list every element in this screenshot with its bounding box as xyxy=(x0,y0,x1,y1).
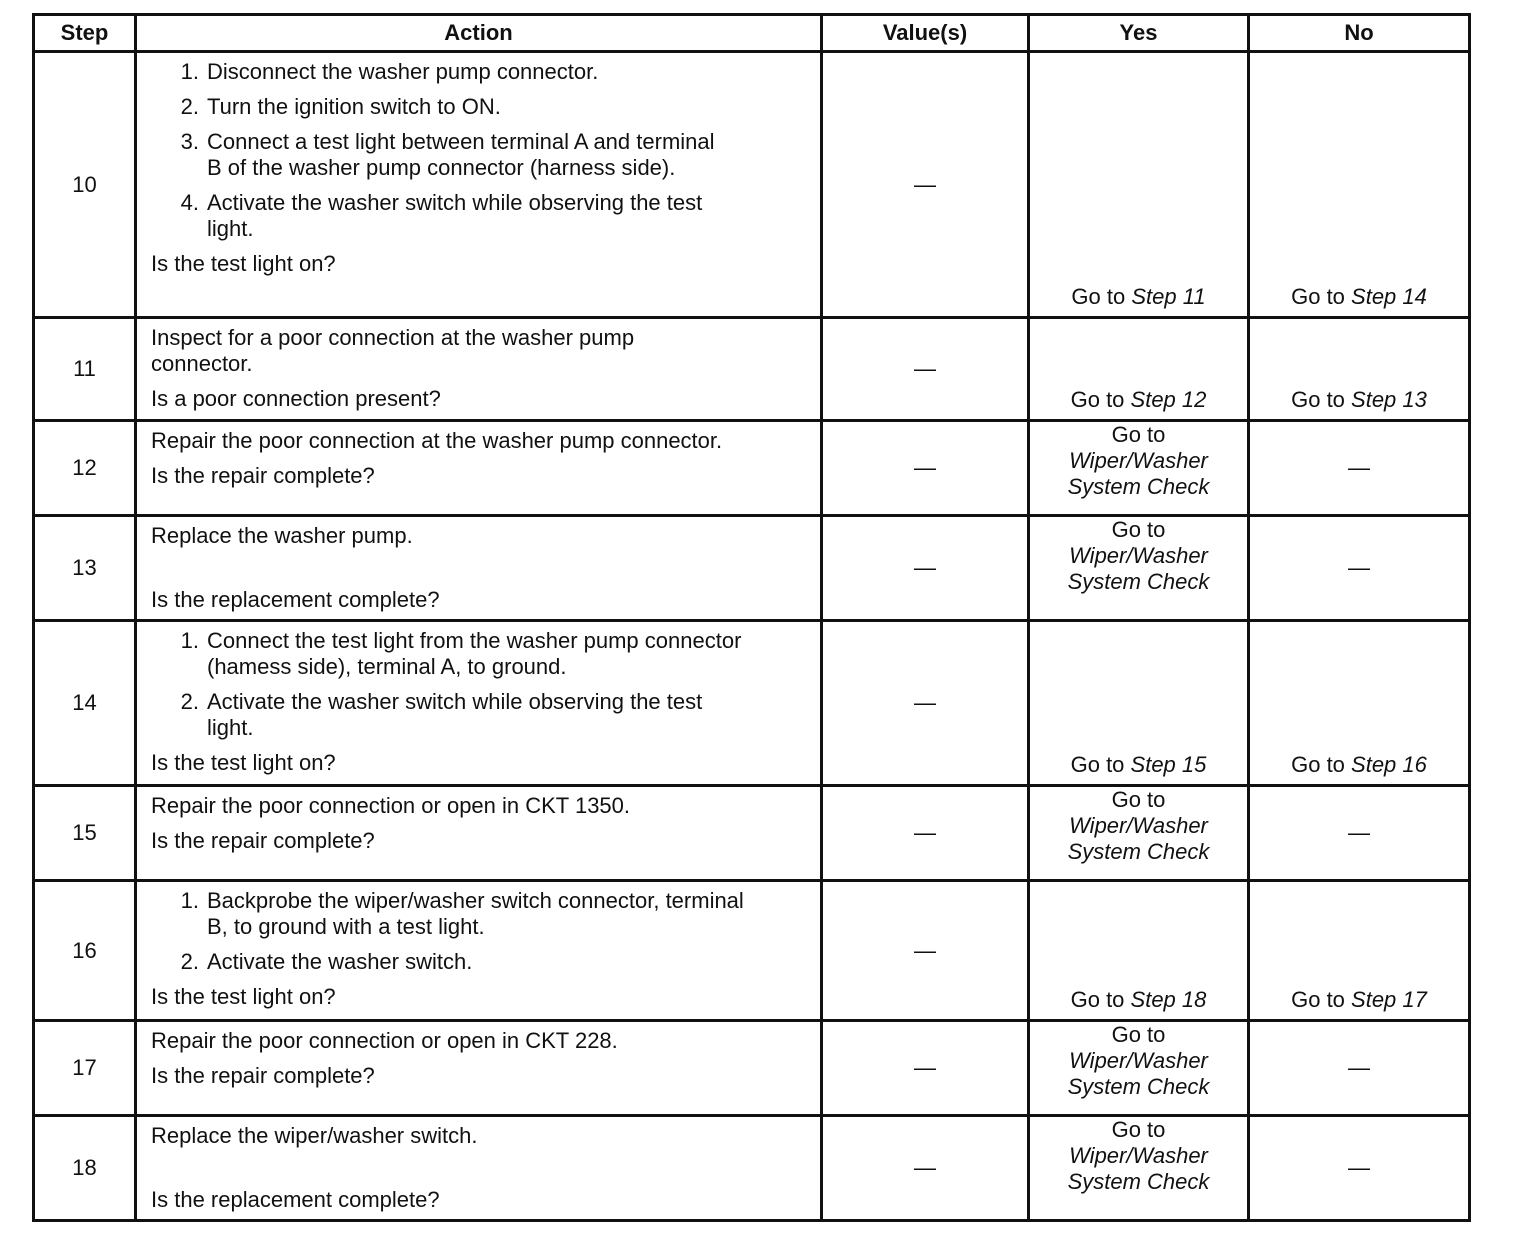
table-row xyxy=(34,1116,1470,1221)
yes-goto-label: Go to xyxy=(1111,1022,1166,1047)
diagnostic-table xyxy=(32,13,1471,1222)
action-cell xyxy=(136,421,822,516)
table-row xyxy=(34,621,1470,786)
no-cell xyxy=(1249,52,1470,318)
yes-cell xyxy=(1029,318,1249,421)
no-goto[interactable]: Go to Step 14 xyxy=(1291,284,1427,309)
step-number: 12 xyxy=(34,421,136,516)
table-row xyxy=(34,786,1470,881)
step-number: 11 xyxy=(34,318,136,421)
header-values: Value(s) xyxy=(822,15,1029,52)
table-row xyxy=(34,881,1470,1021)
table-row xyxy=(34,516,1470,621)
action-question: Is a poor connection present? xyxy=(151,386,441,411)
yes-cell[interactable] xyxy=(1029,1021,1249,1116)
step-number: 13 xyxy=(34,516,136,621)
yes-goto-link[interactable]: Wiper/Washer xyxy=(1069,813,1208,838)
no-cell: — xyxy=(1249,516,1470,621)
yes-goto-label: Go to xyxy=(1111,517,1166,542)
action-cell xyxy=(136,881,822,1021)
action-text: Inspect for a poor connection at the washer pump connector. xyxy=(151,325,635,376)
table-row xyxy=(34,318,1470,421)
yes-cell xyxy=(1029,52,1249,318)
yes-cell[interactable] xyxy=(1029,516,1249,621)
yes-goto-link[interactable]: System Check xyxy=(1067,1169,1210,1194)
yes-goto[interactable]: Go to Step 18 xyxy=(1070,987,1207,1012)
action-question: Is the test light on? xyxy=(151,750,336,775)
list-item: 4. Activate the washer switch while observing the test light. xyxy=(180,190,703,241)
yes-goto-link[interactable]: Wiper/Washer xyxy=(1069,543,1208,568)
header-action: Action xyxy=(136,15,822,52)
no-cell: — xyxy=(1249,1116,1470,1221)
action-question: Is the repair complete? xyxy=(151,828,375,853)
step-number: 16 xyxy=(34,881,136,1021)
action-text: Repair the poor connection at the washer pump connector. xyxy=(151,428,723,453)
table-row xyxy=(34,52,1470,318)
no-cell: — xyxy=(1249,786,1470,881)
list-item: 1. Connect the test light from the washer pump connector (hamess side), terminal A, to ground. xyxy=(180,628,742,679)
step-number: 14 xyxy=(34,621,136,786)
value-cell: — xyxy=(822,1021,1029,1116)
yes-goto-label: Go to xyxy=(1111,787,1166,812)
yes-goto-label: Go to xyxy=(1111,422,1166,447)
list-item: 2. Activate the washer switch while observing the test light. xyxy=(180,689,703,740)
action-text: Replace the wiper/washer switch. xyxy=(151,1123,478,1148)
header-no: No xyxy=(1249,15,1470,52)
action-steps-list xyxy=(151,59,810,242)
yes-cell xyxy=(1029,621,1249,786)
action-question: Is the repair complete? xyxy=(151,1063,375,1088)
yes-goto[interactable]: Go to Step 15 xyxy=(1070,752,1207,777)
value-cell: — xyxy=(822,1116,1029,1221)
yes-cell[interactable] xyxy=(1029,786,1249,881)
no-cell: — xyxy=(1249,1021,1470,1116)
action-cell xyxy=(136,318,822,421)
yes-cell xyxy=(1029,881,1249,1021)
header-step: Step xyxy=(34,15,136,52)
step-number: 18 xyxy=(34,1116,136,1221)
action-question: Is the repair complete? xyxy=(151,463,375,488)
step-number: 10 xyxy=(34,52,136,318)
value-cell: — xyxy=(822,318,1029,421)
value-cell: — xyxy=(822,621,1029,786)
yes-goto[interactable]: Go to Step 12 xyxy=(1070,387,1207,412)
yes-goto[interactable]: Go to Step 11 xyxy=(1071,284,1206,309)
action-cell xyxy=(136,516,822,621)
no-cell xyxy=(1249,318,1470,421)
action-text: Repair the poor connection or open in CKT 228. xyxy=(151,1028,618,1053)
value-cell: — xyxy=(822,52,1029,318)
no-goto[interactable]: Go to Step 13 xyxy=(1291,387,1427,412)
value-cell: — xyxy=(822,516,1029,621)
no-goto[interactable]: Go to Step 17 xyxy=(1291,987,1427,1012)
no-cell xyxy=(1249,621,1470,786)
list-item: 2. Activate the washer switch. xyxy=(180,949,473,974)
yes-cell[interactable] xyxy=(1029,421,1249,516)
action-text: Replace the washer pump. xyxy=(151,523,413,548)
action-cell xyxy=(136,786,822,881)
action-question: Is the test light on? xyxy=(151,984,336,1009)
header-row xyxy=(34,15,1470,52)
value-cell: — xyxy=(822,786,1029,881)
yes-goto-link[interactable]: System Check xyxy=(1067,839,1210,864)
yes-goto-link[interactable]: Wiper/Washer xyxy=(1069,448,1208,473)
list-item: 1. Backprobe the wiper/washer switch connector, terminal B, to ground with a test light. xyxy=(180,888,744,939)
action-steps-list xyxy=(151,888,810,975)
header-yes: Yes xyxy=(1029,15,1249,52)
action-question: Is the replacement complete? xyxy=(151,1187,440,1212)
value-cell: — xyxy=(822,421,1029,516)
action-question: Is the replacement complete? xyxy=(151,587,440,612)
action-steps-list xyxy=(151,628,810,741)
table-row xyxy=(34,421,1470,516)
list-item: 1. Disconnect the washer pump connector. xyxy=(180,59,599,84)
list-item: 2. Turn the ignition switch to ON. xyxy=(180,94,501,119)
action-cell xyxy=(136,621,822,786)
no-cell xyxy=(1249,881,1470,1021)
value-cell: — xyxy=(822,881,1029,1021)
yes-goto-link[interactable]: System Check xyxy=(1067,569,1210,594)
yes-goto-label: Go to xyxy=(1111,1117,1166,1142)
no-cell: — xyxy=(1249,421,1470,516)
step-number: 15 xyxy=(34,786,136,881)
action-text: Repair the poor connection or open in CKT 1350. xyxy=(151,793,631,818)
list-item: 3. Connect a test light between terminal A and terminal B of the washer pump connector (harness side). xyxy=(180,129,715,180)
step-number: 17 xyxy=(34,1021,136,1116)
yes-goto-link[interactable]: Wiper/Washer xyxy=(1069,1143,1208,1168)
table-row xyxy=(34,1021,1470,1116)
action-cell xyxy=(136,1116,822,1221)
action-cell xyxy=(136,52,822,318)
yes-goto-link[interactable]: System Check xyxy=(1067,1074,1210,1099)
yes-cell[interactable] xyxy=(1029,1116,1249,1221)
yes-goto-link[interactable]: Wiper/Washer xyxy=(1069,1048,1208,1073)
action-question: Is the test light on? xyxy=(151,251,336,276)
no-goto[interactable]: Go to Step 16 xyxy=(1291,752,1427,777)
action-cell xyxy=(136,1021,822,1116)
yes-goto-link[interactable]: System Check xyxy=(1067,474,1210,499)
